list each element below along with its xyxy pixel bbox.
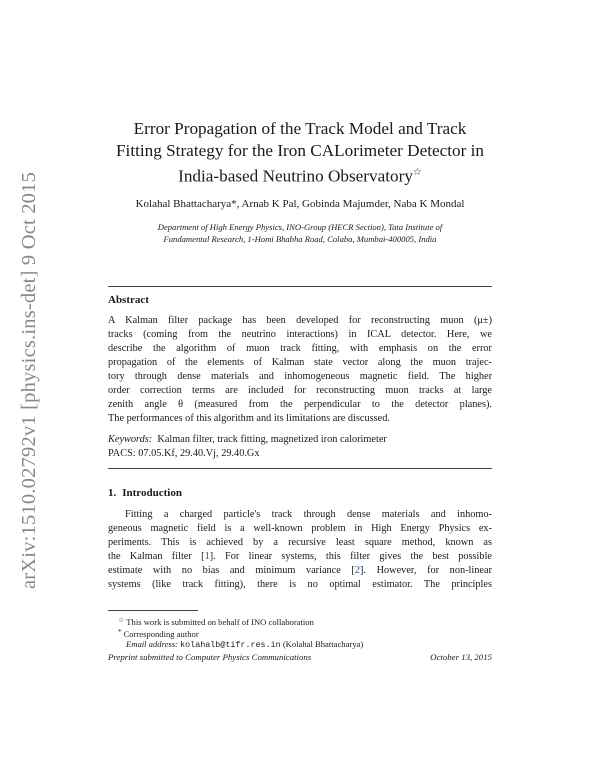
- introduction-body: Fitting a charged particle's track through dense materials and inhomo- geneous magnetic field is a well-known problem in High Energy Physics ex- periments. This is achieved by a recursive least square method, known as the Kalman filter [1]. For linear systems, this filter gives the best possible estimate with no bias and minimum variance [2]. However, for non-linear systems (like track fitting), there is no optimal estimator. The principles: [108, 509, 493, 590]
- abstract-top-rule: [108, 286, 492, 287]
- title-line: Fitting Strategy for the Iron CALorimeter Detector in: [115, 141, 484, 160]
- preprint-date: October 13, 2015: [430, 652, 492, 662]
- pacs-codes: PACS: 07.05.Kf, 29.40.Vj, 29.40.Gx: [108, 448, 260, 459]
- affiliation: Department of High Energy Physics, INO-Group (HECR Section), Tata Institute of Fundamental Research, 1-Homi Bhabha Road, Colaba, Mumbai-400005, India: [157, 222, 443, 244]
- section-heading-introduction: 1. Introduction: [108, 487, 182, 499]
- email-link[interactable]: kolahalb@tifr.res.in: [180, 640, 281, 650]
- arxiv-identifier: arXiv:1510.02792v1 [physics.ins-det] 9 Oct 2015: [18, 171, 41, 589]
- citation-link[interactable]: 1: [204, 551, 210, 562]
- footnote-rule: [108, 610, 198, 611]
- keywords-label: Keywords:: [108, 434, 153, 445]
- abstract-bottom-rule: [108, 468, 492, 469]
- citation-link[interactable]: 2: [354, 565, 360, 576]
- preprint-note: Preprint submitted to Computer Physics Communications: [108, 652, 312, 662]
- footnote-email: Email address: kolahalb@tifr.res.in (Kolahal Bhattacharya): [126, 639, 364, 650]
- paper-title: [100, 118, 500, 188]
- keywords: Kalman filter, track fitting, magnetized iron calorimeter: [157, 434, 387, 445]
- title-footnote-mark[interactable]: ☆: [412, 167, 422, 178]
- arxiv-sidebar: [10, 160, 50, 600]
- footnote-corresponding: * Corresponding author: [118, 628, 199, 639]
- title-line: India-based Neutrino Observatory☆: [178, 166, 422, 186]
- keywords-block: [108, 433, 492, 461]
- abstract-body: A Kalman filter package has been developed for reconstructing muon (μ±) tracks (coming from the neutrino interactions) in ICAL detector. Here, we describe the algorithm of muon track fitting, with emphasis on the error propagation of the elements of Kalman state vector along the muon trajec- tory through dense materials and inhomogeneous magnetic field. The higher order correction terms are included for reconstructing muon tracks at large zenith angle θ (measured from the perpendicular to the detector planes). The performances of this algorithm and its limitations are discussed.: [108, 315, 492, 424]
- abstract-heading: Abstract: [108, 294, 149, 306]
- author-list: Kolahal Bhattacharya*, Arnab K Pal, Gobinda Majumder, Naba K Mondal: [135, 198, 465, 210]
- title-line: Error Propagation of the Track Model and Track: [133, 119, 467, 138]
- footnote-submission: ☆ This work is submitted on behalf of INO collaboration: [118, 616, 314, 627]
